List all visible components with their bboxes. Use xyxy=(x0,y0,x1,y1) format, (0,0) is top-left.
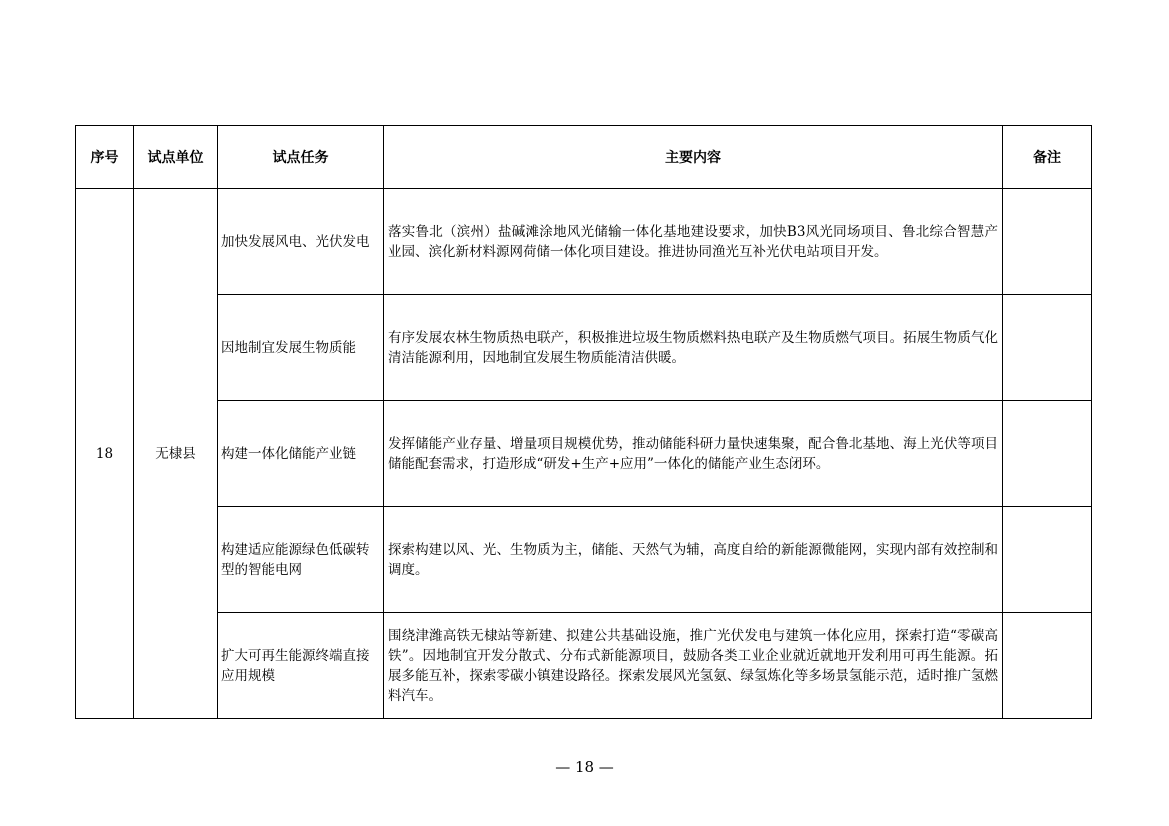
table-row xyxy=(76,507,1092,613)
row-unit: 无棣县 xyxy=(134,189,218,719)
content-cell: 发挥储能产业存量、增量项目规模优势，推动储能科研力量快速集聚，配合鲁北基地、海上光伏等项目储能配套需求，打造形成“研发+生产+应用”一体化的储能产业生态闭环。 xyxy=(384,401,1003,507)
table-header-row xyxy=(76,126,1092,189)
content-cell: 落实鲁北（滨州）盐碱滩涂地风光储输一体化基地建设要求，加快B3风光同场项目、鲁北综合智慧产业园、滨化新材料源网荷储一体化项目建设。推进协同渔光互补光伏电站项目开发。 xyxy=(384,189,1003,295)
task-cell: 构建一体化储能产业链 xyxy=(218,401,384,507)
task-cell: 构建适应能源绿色低碳转型的智能电网 xyxy=(218,507,384,613)
row-index: 18 xyxy=(76,189,134,719)
page-number: — 18 — xyxy=(555,758,614,776)
remark-cell xyxy=(1003,507,1092,613)
table-row xyxy=(76,401,1092,507)
header-unit: 试点单位 xyxy=(134,126,218,189)
remark-cell xyxy=(1003,295,1092,401)
table-row xyxy=(76,613,1092,719)
remark-cell xyxy=(1003,189,1092,295)
pilot-task-table xyxy=(75,125,1092,719)
content-cell: 探索构建以风、光、生物质为主，储能、天然气为辅，高度自给的新能源微能网，实现内部有效控制和调度。 xyxy=(384,507,1003,613)
task-cell: 加快发展风电、光伏发电 xyxy=(218,189,384,295)
table-row xyxy=(76,189,1092,295)
header-task: 试点任务 xyxy=(218,126,384,189)
remark-cell xyxy=(1003,613,1092,719)
header-remark: 备注 xyxy=(1003,126,1092,189)
remark-cell xyxy=(1003,401,1092,507)
table-row xyxy=(76,295,1092,401)
header-index: 序号 xyxy=(76,126,134,189)
header-content: 主要内容 xyxy=(384,126,1003,189)
task-cell: 因地制宜发展生物质能 xyxy=(218,295,384,401)
task-cell: 扩大可再生能源终端直接应用规模 xyxy=(218,613,384,719)
content-cell: 围绕津潍高铁无棣站等新建、拟建公共基础设施，推广光伏发电与建筑一体化应用，探索打造“零碳高铁”。因地制宜开发分散式、分布式新能源项目，鼓励各类工业企业就近就地开发利用可再生能源。拓展多能互补，探索零碳小镇建设路径。探索发展风光氢氨、绿氢炼化等多场景氢能示范，适时推广氢燃料汽车。 xyxy=(384,613,1003,719)
content-cell: 有序发展农林生物质热电联产，积极推进垃圾生物质燃料热电联产及生物质燃气项目。拓展生物质气化清洁能源利用，因地制宜发展生物质能清洁供暖。 xyxy=(384,295,1003,401)
